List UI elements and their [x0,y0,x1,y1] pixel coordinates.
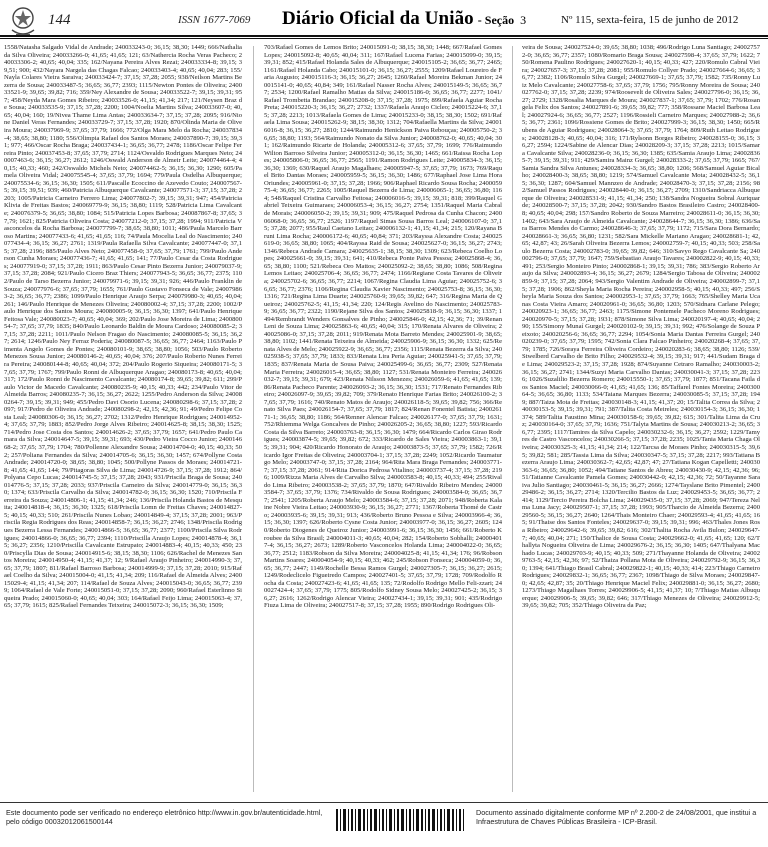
verification-notice [6,808,326,826]
masthead [282,8,552,32]
section-number: 3 [520,13,527,27]
signature-line-2: Infraestrutura de Chaves Públicas Brasileira - ICP-Brasil. [476,817,657,826]
header-rule [0,35,768,37]
publication-title: Diário Oficial da União [282,8,474,29]
column-divider [253,46,254,792]
section-label: - Seção [477,13,515,27]
column-2: 703/Rafael Gomes de Lemos Brito; 240015091-0; 38,15; 38,30; 1448; 667/Rafael Gomes Lopes; 240015092-8; 40,65; 40,04; 311; 167/Rafael Lucena Farias; 240015099-0; 39,15; 39,31; 852; 415/Rafael Holanda Sales de Albuquerque; 240015105-2; 36,65; 36,77; 2465; 1161/Rafael Holanda Cabo; 240015101-0; 36,15; 36,27; 2555; 1209/Rafael Loureiro de Faria Augusto; 240015116-3; 36,15; 36,27; 2645; 1260/Rafael Moreira Bekman Junior; 240015141-0; 40,65; 40,84; 349; 161/Rafael Nasser Rocha Alves; 240015149-5; 36,65; 36,77; 2534; 1200/Rafael Ramalho Matias da Silva; 240015186-0; 36,65; 36,77; 2277; 1041/Rafael Trombetta Brandao; 240015208-0; 37,15; 37,28; 1975; 899/Rafaela Aguiar Rocha Preta; 240015220-3; 36,15; 36,27; 2732; 1337/Rafaela Araujo Cicleo; 240015224-6; 37,15; 37,28; 2213; 1013/Rafaela Gomes de Lima; 240015233-0; 38,15; 38,30; 1502; 691/Rafaela Lima Sousa; 240015262-9; 38,15; 38,30; 1312; 704/Rafaella Martins da Silva; 240016016-8; 36,15; 36,27; 2810; 1244/Raimundo Henickson Paiva Rebouças; 240005750-2; 36,65; 38,80; 1193; 564/Raimundo Nonato da Silva Junior; 240008762-0; 40,65; 40,04; 301; 162/Raimundo Ricarte de Holanda; 240005312-6; 37,65; 37,79; 1699; 776/Raimundo Wilton Barroso Silveira Junior; 240005312-0; 36,15; 36,30; 1465; 661/Raissa Rocha Lopes; 240005806-0; 36,65; 36,77; 2565; 1191/Ramon Rodrigues Leite; 240005834-3; 36,15; 36,30; 1369; 630/Raquel Araujo Magalhaes; 240005947-5; 37,65; 37,79; 1673; 769/Raquel Brito Dantas Moraes; 240005959-5; 36,15; 36,30; 1486; 677/Raphael Jose Lima Hora Oriundes; 240005961-0; 37,15; 37,28; 1966; 906/Raphael Ricardo Sousa Rocha; 240005975-4; 36,65; 36,77; 2265; 1005/Raquel Bezerra de Lima; 240006065-1; 36,65; 36,80; 1164; 548/Raquel Cristina Carvalho Feitosa; 240006016-5; 39,15; 39,31; 818; 399/Raquel Gabriel Teixeira Guimaraes; 240006053-4; 36,15; 36,27; 2754; 1351/Raquel Maria Cabral de Morais; 240006050-2; 39,15; 39,31; 909; 475/Raquel Pedrosa da Cunha Chacon; 240006068-0; 36,65; 36,77; 2526; 1197/Raquel Simas Sousa Barros Leal; 240006107-0; 37,15; 37,28; 2077; 955/Raul Caetano Leitao; 240006132-1; 41,15; 41,34; 215; 120/Rayana Bruni Lima Rocha; 240006172-6; 40,65; 40,84; 371; 203/Rayssa Alexandre Costa; 240025619-0; 36,65; 38,80; 1065; 404/Rayssa Raid de Sousa; 240025627-0; 36,15; 36,27; 2743; 1346/Rebeca Andrade Camara; 240025635-1; 38,15; 38,30; 1309; 623/Rebeca Coelho Lopes; 240025661-0; 39,15; 39,31; 641; 410/Rebeca Ponte Paiva Pessoa; 240025868-4; 36,65; 38,80; 1100; 521/Rebeca Oro Mattos; 240025092-2; 38,65; 38,80; 1086; 508/Regina Lemos Leitao; 240025706-4; 36,65; 36,77; 2474; 1166/Regiane Costa Tavares de Oliveira; 240025702-6; 36,65; 36,77; 2214; 1067/Regina Claudia Lima Aguiar; 240025752-6; 36,65; 36,77; 2376; 1106/Regina Claudia Xavier Nascimento; 240025753-8; 36,15; 36,30; 1316; 721/Regina Lima Duarte; 240025760-9; 39,65; 39,82; 647; 316/Regina Maria de Queiroz; 240025762-5; 41,15; 41,34; 220; 124/Regis Avelino do Nascimento; 240025783-9; 36,65; 36,77; 2322; 1190/Rejane Silva dos Santos; 240025818-9; 36,15; 36,30; 1337; 1494/Rembrandt Wenders Gonsalves de Pinho; 240025846-0; 42,15; 42,36; 71; 39/Renan Leni de Souza Lima; 240025863-6; 40,65; 40,04; 315; 170/Renata Alvares de Oliveira; 240025086-0; 37,15; 37,28; 2011; 919/Renata Mota Barreto Mendes; 240025901-9; 38,65; 38,80; 1102; 1441/Renata Teixeira de Almeida; 240025906-9; 36,15; 36,30; 1332; 625/Renata Alves de Melo; 240025922-9; 36,65; 36,77; 2356; 1115/Renata Bezerra da Silva; 240025938-5; 37,65; 37,79; 1833; 833/Renata Lira Peria Aguiar; 240025941-5; 37,65; 37,79; 1835; 837/Renata Maria de Sousa Paiva; 240025499-6; 36,65; 36,77; 2309; 527/Renata Maria Ferreira; 240026015-4; 36,65; 38,80; 1127; 531/Renata Monteiro Ferreira; 240026032-7; 39,15; 39,31; 679; 423/Renata Nilsson Menezes; 240026059-6; 41,65; 41,65; 139; 86/Renata Pacheco Parente; 240026093-2; 36,15; 36,30; 1531; 717/Renato Fernandes Ribeiro; 240026097-9; 39,65; 39,82; 709; 379/Renato Henrique Farias Brito; 240026100-2; 37,65; 37,79; 1616; 740/Renato Matos de Araujo; 240026118-5; 39,65; 39,82; 756; 366/Renato Silva Paes; 240026154-7; 37,65; 37,79; 1817; 824/Renan Fonentel Batista; 240026171-1; 36,65; 38,80; 1186; 564/Renner Alencar Falcao; 240026177-0; 37,65; 37,79; 1631; 752/Rhiemma Welga Goncalves de Pinho; 240026205-2; 36,65; 38,80; 1227; 593/Ricardo Costa da Silva Barreto; 240003763-8; 36,15; 36,30; 1479; 664/Ricardo Carlos Girao Rodrigues; 240003874-5; 39,65; 39,82; 672; 333/Ricardo de Sales Vieira; 240003863-1; 39,15; 39,31; 904; 420/Ricardo Honorato de Araujo; 240003873-5; 37,65; 37,79; 1582; 726/Ricardo Igor Freitas de Oliveira; 240003704-1; 37,15; 37,28; 2249; 1052/Ricardo Taumaturgo Melo; 240003747-0; 37,15; 37,28; 2164; 964/Rita Mara Braga Fernandes; 240003771-7; 37,15; 37,28; 2061; 914/Rita Dorica Pedrosa Vitalino; 240003737-4; 37,15; 37,28; 2196; 1009/Rizza Maria Alves de Carvalho Silva; 240003583-8; 40,15; 40,33; 494; 255/Rivaldo Lima Ribeiro; 240003538-2; 37,65; 37,79; 1870; 647/Rivaldo Ribeiro Mendes; 240003584-7; 37,65; 37,79; 1376; 734/Rivaldo de Sousa Rodrigues; 240003584-0; 36,65; 36,77; 2541; 1205/Roberta Araujo Melo; 240003584-6; 37,15; 37,28; 2071; 948/Roberta Kalaine Nobre Vieira Leitao; 240003930-9; 36,15; 36,27; 2771; 1367/Roberta Thomé de Castro; 240003935-6; 39,15; 39,31; 913; 436/Roberto Bruno Pessoa e Silva; 240003966-4; 36,15; 36,30; 1397; 626/Roberto Cysne Costa Junior; 240003977-0; 36,15; 36,27; 2605; 1240/Roberto Diogenes de Queiroz Junior; 240003991-6; 36,15; 36,30; 1456; 661/Roberto Kroubee da Silva Brasil; 240004011-3; 40,65; 40,04; 282; 154/Roberto Sobhalli; 240004017-4; 36,15; 36,27; 2673; 1289/Roberto Vasconcelos Holanda Lima; 240004022-0; 36,65; 36,77; 2512; 1183/Robson da Silva Moreira; 240004025-8; 41,15; 41,34; 176; 96/Robson Martins Soares; 240004054-9; 40,15; 40,33; 462; 245/Robson Fonseca; 240004059-0; 36,65; 36,77; 2447; 1149/Rochelle Bessa Ramos Gurgel; 240027305-7; 36,15; 36,27; 2615; 1249/Rodeclicelo Figueiredo Campos; 240027401-5; 37,65; 37,79; 1728; 709/Rodolfo Rocha da Costa; 240027423-6; 41,65; 41,65; 135; 72/Rodolfo Rodrigo Mello Feli-zzari; 240027424-4; 37,65; 37,79; 1775; 805/Rodolfo Sidney Sousa Melo; 240027425-2; 36,15; 36,27; 2616; 1262/Rodrigo Alencar Vieira; 240027434-1; 39,15; 39,31; 901; 435/Rodrigo Fiuza Lima de Oliveira; 240027517-8; 37,15; 37,28; 1955; 890/Rodrigo Rodrigues Oli- [264,44,502,610]
page-header [0,0,768,48]
signature-line-1: Documento assinado digitalmente conforme MP nº 2.200-2 de 24/08/2001, que institui a [476,808,757,817]
verification-code-line: pelo código 00032012061500144 [6,817,113,826]
verification-url-line[interactable]: Este documento pode ser verificado no endereço eletrônico http://www.in.gov.br/autenticidade.html, [6,808,323,817]
header-rule-thin [0,38,768,39]
digital-signature-notice [476,808,762,826]
footer-rule [0,802,768,803]
edition-date: Nº 115, sexta-feira, 15 de junho de 2012 [561,14,739,26]
column-1: 1558/Natasha Salgado Vidal de Andrade; 240033243-0; 36,15; 38,30; 1449; 666/Nathalia da Silva Oliveira; 240033266-0; 41,65; 41,65; 121; 63/Nathercia Rocha Veras Pacheco; 240033306-2; 40,65; 40,04; 335; 162/Nayana Pereira Alves Rezai; 240033334-8; 39,15; 39,51; 900; 432/Nayara Nargela das Chagas Falcao; 240033403-4; 40,65; 40,04; 283; 155/Nayla Colares Vieira Saraiva; 240033424-7; 37,15; 37,28; 2055; 938/Neilson Martins Bezerra de Sousa; 240033487-5; 36,65; 36,77; 2393; 1115/Newton Pontes de Oliveira; 240033521-9; 39,65; 39,82; 716; 359/Ney Alexandre de Sousa; 240033522-7; 39,15; 39,31; 957; 458/Neyda Mara Gomes Ribeiro; 240033526-0; 41,15; 41,34; 217; 121/Neysen Braz de Sousa; 240033535-9; 37,15; 37,28; 2200; 1004/Noelia Martins Silva; 240033607-0; 40,65; 40,04; 160; 19/Nivea Thame Lima Antas; 240033634-7; 37,15; 37,28; 2095; 916/Nione Daniel Veras Fernandes; 240033729-7; 37,15; 37,28; 1920; 870/Olinda Maria de Oliveira Moura; 240037969-9; 37,65; 37,79; 1666; 772/Olga Mara Melo da Rocha; 240037834-4; 38,65; 38,80; 1180; 556/Olimpia Rafael dos Santos Moraes; 240037890-7; 39,15; 39,31; 977; 466/Oscar Rocha Braga; 240037434-1; 36,65; 36,77; 2478; 1186/Oscar Felipe Ferreira Pinto; 240037453-8; 37,65; 37,79; 2714; 1124/Osvaldo Rodrigues Marques Neto; 240007463-6; 36,15; 36,27; 2612; 1246/Oswald Anderson de Almeir Leite; 240074464-4; 40,15; 40,33; 460; 242/Oswaldo Michels Neto; 240074462-5; 36,15; 36,30; 1290; 605/Pamela Oliveira Vidal; 240075545-4; 37,65; 37,79; 1694; 779/Paula Osdelha Albuquerque; 240075534-6; 36,15; 36,30; 1505; 611/Pascalle Ecoccino de Azevedo Couto; 240007567-5; 39,15; 39,51; 939; 460/Patricia Albuquerque Cavalcante; 240077571-3; 37,15; 37,28; 2203; 1005/Patricia Carneiro Ferrero Lima; 240077802-7; 39,15; 39,31; 947; 454/Patricia Klivia de Freitas Bastos; 240069779-9; 36,15; 38,80; 1119; 528/Patricia Lima Cavalcante; 240076379-5; 36,65; 38,80; 1084; 515/Patricia Lopes Barbosa; 240087867-8; 37,65; 37,79; 1621; 825/Patricia Oliveira Costa; 240077212-0; 37,15; 37,28; 1994; 911/Patricia Vasconcelos da Rocha Barbosa; 240077799-7; 38,65; 38,80; 1011; 486/Paula Marcelo Barroso Martins; 240077433-6; 41,65; 41,65; 116; 74/Paula Mocelia Leal do Nascimento; 240077434-4; 36,15; 36,27; 2761; 1319/Paula Rafaella Silva Cavalcante; 240077447-0; 37,15; 37,28; 2196; 885/Paulo Alves Neto; 240077458-0; 37,65; 37,79; 1761; 799/Paulo Anderson Cunha Moraes; 240077436-7; 41,65; 41,65; 141; 77/Paulo Cesar da Costa Rodrigues; 240077919-0; 37,15; 37,28; 1911; 863/Paulo Cesar Pinto Bezerra Junior; 240079037-9; 37,15; 37,28; 2084; 921/Paulo Cicero Braz Thiers; 240077943-5; 36,65; 36,77; 2375; 1102/Paulo de Tarso Bezerra Junior; 240079971-6; 39,15; 39,31; 926; 446/Paulo Franklin de Souza; 240077976-6; 37,65; 37,79; 1655; 761/Paulo Gustavo Fonseca de Vale; 240079863-2; 36,65; 36,77; 2386; 1099/Paulo Henrique Araujo Serpa; 240079980-3; 40,65; 40,04; 261; 146/Paulo Henrique de Menezes Oliveira; 240080002-4; 37,15; 37,28; 2200; 1002/Paulo Henrique dos Santos Moura; 240080005-9; 36,15; 36,30; 1397; 641/Paulo Henrique Feitosa Vale; 240080023-7; 40,65; 40,04; 369; 202/Paulo Jose Moreira de Lima; 240080054-7; 37,65; 37,79; 1835; 840/Paulo Leonardo Baldin de Moura Cardoso; 240080085-2; 37,15; 37,28; 2211; 1011/Paulo Nelson Fragao do Nascimento; 240080085-5; 36,15; 36,27; 2614; 1246/Paulo Ney Ferraz Poderia; 240080087-5; 36,65; 36,77; 2464; 1163/Paulo Pimenta Angelo Gomes de Pontes; 240080101-9; 38,65; 38,80; 1056; 503/Paulo Roberto Menezes Sousa Junior; 240080146-2; 40,65; 40,04; 376; 207/Paulo Roberto Nunes Ferreira Pereira; 240080144-8; 40,65; 40,04; 372; 204/Paulo Rogerio Siqueira; 240080171-5; 37,65; 37,79; 1767; 799/Paulo Ronni de Albuquerque Aragao; 240080173-8; 40,65; 40,04; 317; 172/Paulo Ronni de Nascimento Cavalcante; 240080174-8; 39,65; 39,82; 611; 299/Paulo Victor de Macedo Cavalcante; 240080235-9; 40,15; 40,33; 442; 234/Paulo Vitor de Almeida Barros; 240080235-7; 36,15; 36,27; 2622; 1255/Pedro Anderson da Silva; 240080264-7; 39,15; 39,31; 949; 455/Pedro Davi Osorio Lucena; 240080298-6; 37,15; 37,28; 2097; 917/Pedro de Oliveira Andrade; 240080298-2; 42,15; 42,36; 91; 49/Pedro Felipe Costa Leal; 240080306-0; 36,15; 36,27; 2702; 1312/Pedro Henrique Rodrigues; 240014952-4; 37,65; 37,79; 1883; 852/Pedro Jorge Alves Ribeiro; 240014625-8; 38,15; 38,30; 1525; 714/Pedro Jose Costa dos Santos; 240014626-2; 37,65; 37,79; 1657; 641/Pedro Paulo Camara da Silva; 240014647-5; 39,15; 39,31; 693; 430/Pedro Vieira Cocco Junior; 240014668-2; 37,65; 37,79; 1704; 780/Pollenne Alexandre Sousa; 240014704-0; 40,15; 40,33; 502; 257/Poliana Fernandes da Silva; 240014705-6; 36,15; 36,30; 1457; 674/Pollyne Costa Andrade; 240014720-0; 38,65; 38,80; 1045; 500/Pollyne Passos de Moraes; 240014721-8; 41,65; 41,65; 144; 79/Pitagoras Silva de Lima; 240014726-9; 37,15; 37,28; 1912; 864/Polyana Cepo Lucas; 240014745-5; 37,15; 37,28; 2043; 931/Priscila Braga de Sousa; 240014776-5; 37,15; 37,28; 2033; 937/Priscila Carneiro da Silva; 240014779-0; 36,15; 36,30; 1374; 633/Priscila Carvalho da Silva; 240014782-0; 36,15; 36,30; 1520; 710/Priscila Ferreira da Souza; 240014806-1; 41,15; 41,34; 246; 136/Priscila Holanda Bastos de Mesquita; 240014818-4; 36,15; 36,30; 1325; 618/Priscila Lomn de Freitas Chaves; 240014827-5; 40,15; 40,33; 510; 261/Priscila Nunes Lobao; 240014849-4; 37,15; 37,28; 2001; 963/Priscila Regia Rodrigues dos Reas; 240014858-7; 36,15; 36,27; 2746; 1348/Priscila Rodrigues Bezerra Lessa Fernandes; 240014866-5; 36,65; 36,77; 2377; 1100/Priscila Silva Rodrigues; 240014866-0; 36,65; 36,77; 2394; 1110/Priscilla Araujo Lopes; 240014878-4; 36,15; 36,27; 2356; 1210/Priscilla Cavalcante Estrupato; 240014883-4; 40,15; 40,33; 450; 230/Priscylla Dias de Sousa; 240014915-6; 38,15; 38,30; 1106; 626/Rachel de Menezes Santos Moreira; 240014950-4; 41,15; 41,37; 12; 9/Rafael Araujo Pinheiro; 240014990-3; 37,65; 37,79; 1807; 811/Rafael Barroso Barbosa; 240014999-9; 37,15; 37,28; 2010; 915/Rafael Coelho da Silva; 240015004-0; 41,15; 41,34; 209; 116/Rafael de Almeida Alves; 240015029-4; 41,15; 41,34; 207; 114/Rafael de Souza Alves; 240015043-0; 36,65; 36,77; 2399; 1064/Rafael de Vale Forte; 240015051-0; 37,15; 37,28; 2090; 960/Rafael Esterlinno Siqueira Prado; 240015060-0; 40,65; 40,04; 303; 164/Rafael Feijo Lima; 240015063-4; 37,65; 37,79; 1615; 825/Rafael Fernandes Teixeira; 240015072-3; 36,15; 36,30; 1509; [4,44,242,610]
column-3: veira de Sousa; 240027524-0; 39,65; 38,80; 1038; 496/Rodrigo Luna Santiago; 240027572-0; 36,65; 36,77; 2357; 1080/Romario Braga Sousa; 240027598-4; 37,65; 37,79; 1622; 750/Romena Paulino Rodrigues; 240027620-1; 40,15; 40,33; 427; 220/Romulo Cabral Vieira; 240027657-3; 37,15; 37,28; 2081; 955/Romulo Collyer Prado; 240027664-6; 36,65; 36,77; 2382; 1106/Romulo Silva Gurgel; 240027669-1; 37,65; 37,79; 1582; 735/Ronny Luiz Melo Cavalcante; 240027758-6; 37,65; 37,79; 1756; 795/Ronny Moreira de Sousa; 240027762-0; 37,15; 37,28; 2239; 974/Roosevelt de Oliveira Sales; 240027796-0; 36,15; 36,27; 2729; 1328/Rosalia Marques de Moura; 240027837-1; 37,65; 37,79; 1702; 776/Rosangela Felix dos Santos; 240027891-6; 39,65; 39,82; 777; 358/Rossane Maciel Barbosa Leal; 240027924-6; 36,65; 36,77; 2527; 1196/Rossieli Carneiro Marques; 240027988-2; 36,65; 36,77; 2361; 1096/Rossiene Gomes de Brito; 240027999-3; 36,15; 38,30; 1450; 665/Rubens de Aguiar Rodrigues; 240028064-3; 37,65; 37,79; 1764; 809/Ruth Leitao Rodrigues; 240028128-3; 40,65; 40,04; 316; 171/Rylsonn Borges Ribeiro; 240028155-0; 36,15; 36,27; 2594; 1224/Sabine de Alencar Dias; 240028209-3; 37,15; 37,28; 2213; 1015/Samara Cavalcante Silva; 240028236-0; 36,15; 36,30; 1385; 635/Samia Araujo Lima; 240028365-7; 39,15; 39,31; 911; 429/Samira Mainz Gurgel; 240028333-2; 37,65; 37,79; 1665; 767/Samia Sandra Silva Antunes; 240028334-3; 36,65; 38,80; 1206; 568/Samuel Aguiar Bicalho; 240028400-3; 38,65; 38,80; 1219; 574/Samuel Cavalcante Mota; 240028432-5; 36,15; 36,30; 1287; 604/Samuel Mannzeo de Andrade; 240028470-3; 37,15; 37,28; 2156; 982/Samuel Passos Rodrigues; 240028440-0; 36,15; 36,27; 2709; 1310/Sandriacca Albuquerque de Oliveira; 240028531-9; 41,15; 41,34; 250; 138/Sandra Nogueira Sobral Auriquarde; 240028500-7; 37,15; 37,28; 2042; 930/Sandro Bastos Brasileiro Castro; 240028400-8; 40,65; 40,04; 298; 157/Sandro Roberto de Souza Marreiro; 240028611-0; 36,15; 36,30; 1402; 643/Sara Araujo de Almeida Cavalcante; 240028644-7; 36,15; 36,30; 1386; 636/Sara Barros Mendes do Carmo; 240028646-3; 37,65; 37,79; 1172; 715/Sara Dora Bernardo; 240028661-3; 36,65; 36,80; 1231; 582/Sara Mickelle Mariano Aragao; 240028681-1; 42,65; 42,87; 43; 26/Sarah Oliveira Bezerra Lemos; 240002759-7; 40,15; 40,33; 503; 258/Saulo Bezerra Costa; 240002783-0; 39,65; 39,82; 646; 310/Savyo Rego Cavalcante Sa; 240002796-0; 37,65; 37,79; 1647; 759/Sebastiao Araujo Tavares; 240002822-9; 40,15; 40,33; 491; 253/Sergio Monteiro Pinto; 240002868-1; 39,15; 39,31; 786; 383/Sergio Roberto Araujo da Silva; 240002893-4; 36,15; 36,27; 2679; 1284/Sergio Tabosa de Oliveira; 240002859-9; 37,15; 37,28; 2064; 943/Sergio Valentim Andrade de Oliveira; 240002899-7; 37,15; 37,28; 1906; 862/Sheyla Maria Rocha Pereira; 240002958-5; 40,15; 40,33; 497; 256/Sheyla Maria Souza dos Santos; 240002953-1; 37,65; 37,79; 1663; 765/Shelley Maria Ucanas Costa Vieira Amaro; 240020961-0; 36,65; 36,80; 1203; 570/Sidnara Carlane Pelego; 240020923-1; 36,65; 36,77; 2463; 1175/Simone Pontemele Pacheco Moreno Rodrigues; 240020970-5; 37,15; 37,28; 1931; 878/Simone Silva Lima; 240020197-4; 40,65; 40,04; 290; 155/Simony Munaí Gurgel; 240020102-9; 39,15; 39,31; 992; 476/Solange de Souza Peixoto; 240020256-6; 36,65; 36,77; 2294; 1054/Sonia Maria Dantas Ferreira Gurgel; 240020239-0; 37,65; 37,79; 1595; 742/Sonia Clara Falcao Pinheiro; 240020268-4; 37,65; 37,79; 1785; 726/Soraya Ferreira Oliveira Cordeiro; 240020283-6; 38,65; 38,80; 1126; 539/Stwelberd Carvalho de Brito Filho; 240029532-4; 39,15; 39,31; 917; 441/Sudam Braga de Lima; 240029523-2; 37,15; 37,28; 1928; 874/Suyanne Cetraro Ramalho; 240030003-2; 36,15; 36,27; 2741; 1344/Suzyi Maria Carvalho Dantas; 240030041-3; 37,15; 37,28; 2236; 1026/Suzalilio Bezerra Romero; 240015550-1; 37,65; 37,79; 1877; 851/Tacana Faila dos Santos Maciel; 240030066-0; 41,65; 41,65; 136; 85/Taffarel Fontes Moreira; 240030064-5; 36,65; 36,80; 1133; 534/Taiana Marques Bezerra; 240030085-5; 37,15; 37,28; 1949; 887/Taiza Mota de Freitas; 240030148-3; 41,15; 41,37; 20; 15/Talita Correa da Silva; 240030153-5; 39,15; 39,31; 791; 387/Talita Costa Meireles; 240030154-3; 36,15; 36,30; 1374; 589/Talita Faustino Mina; 240030158-6; 39,65; 39,82; 615; 301/Talita Lima da Cruz; 240030164-0; 37,65; 37,79; 1636; 751/Talyta Martins de Sousa; 240030213-2; 36,65; 36,77; 2395; 1117/Tamires da Silva Capelo; 240030232-6; 36,15; 36,27; 2592; 1229/Tamyres de Castro Vasconcelos; 240030266-5; 37,15; 37,28; 2235; 1025/Tania Maria Chaga Oliveira; 240030325-3; 41,15; 41,34; 214; 122/Tarcsa de Moraes Pinho; 240030315-5; 39,65; 39,82; 581; 285/Tassia Lima da Silva; 240030347-5; 37,15; 37,28; 2217; 993/Tatiana Bezerra Araujo Lima; 240030362-7; 42,65; 42,87; 47; 27/Tatiana Kogan Capelletti; 240030363-6; 36,65; 36,80; 1052; 494/Tatiane Santos de Abreu; 240030430-9; 42,15; 42,36; 96; 51/Tatianne Cavalcante Pamela Gomes; 240030442-0; 42,15; 42,36; 72; 50/Tayanne Saraiva Julio Santiago; 240030461-5; 36,15; 36,27; 2666; 1274/Tayslane Brito Pimentel; 240029486-2; 36,15; 36,27; 2714; 1320/Tercilio Bastos da Luz; 240029453-5; 36,65; 36,77; 2414; 1129/Tercio Pereira Bolcha Lima; 240029435-0; 37,15; 37,28; 2069; 947/Tereza Nelma Luna Jacy; 240029507-1; 37,15; 37,28; 1993; 905/Tharcio de Almeida Bezerra; 240029560-5; 36,15; 36,27; 2640; 1264/Thais Monteiro Chaer; 240029593-4; 41,65; 41,65; 165; 91/Thaise dos Santos Fonteles; 240029637-0; 39,15; 39,31; 996; 463/Thales Jones Rosa Ribeiro; 240029642-6; 39,65; 39,82; 616; 302/Thalita Rocha Avila Bulon; 240029647-7; 40,65; 40,04; 271; 150/Thalice de Sousa Costa; 240029662-0; 41,65; 41,65; 120; 62/Thallyta Nogueira Oliveira de Lima; 240029676-2; 36,15; 36,30; 1405; 647/Thalyana Machado Lucas; 240029703-9; 40,15; 40,33; 509; 271/Thayanne Holanda de Oliveira; 240029763-5; 42,15; 42,36; 97; 52/Thaiza Pollana Mota de Oliveira; 240029792-9; 36,15; 36,30; 1394; 641/Thiago Brasil Cabral; 240029822-1; 40,15; 40,33; 414; 223/Thiago Carneiro Rodrigues; 240029832-1; 36,65; 36,77; 2367; 1098/Thiago de Silva Moraes; 240029847-0; 42,65; 42,87; 35; 20/Thiago Henrique Maciel Felix; 240029881-0; 36,15; 36,27; 2680; 1273/Thiago Magalhaes Torres; 240029906-5; 41,15; 41,37; 10; 7/Thiago Matias Albuquerque; 240029906-5; 39,65; 39,82; 646; 317/Thiago Menezes de Oliveira; 240029912-5; 39,65; 39,82; 705; 352/Thiago Oliveira da Paz; [522,44,760,610]
barcode-icon [330,805,470,835]
text-columns [4,44,764,796]
issn-label: ISSN 1677-7069 [178,14,251,26]
page-number: 144 [48,12,71,28]
column-divider [512,46,513,792]
